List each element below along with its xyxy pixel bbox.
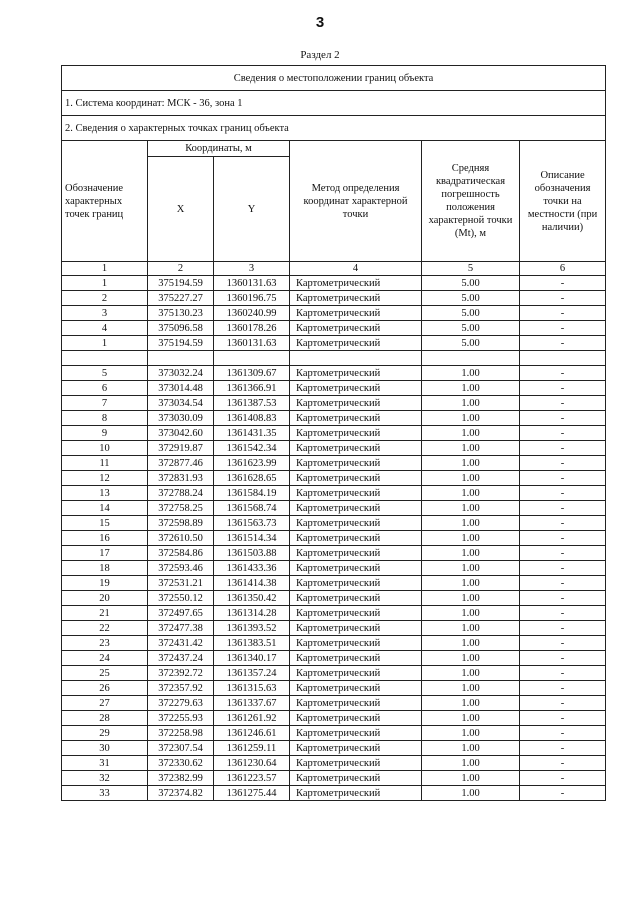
description: - — [520, 636, 606, 651]
accuracy-value: 1.00 — [422, 651, 520, 666]
boundary-table — [61, 65, 606, 801]
coord-x: 372258.98 — [148, 726, 214, 741]
coord-y: 1361366.91 — [214, 381, 290, 396]
description: - — [520, 696, 606, 711]
description: - — [520, 606, 606, 621]
empty-cell — [214, 351, 290, 366]
point-number: 25 — [62, 666, 148, 681]
table-row — [62, 531, 606, 546]
table-row — [62, 561, 606, 576]
header-description: Описание обозначения точки на местности (при наличии) — [520, 141, 606, 262]
description: - — [520, 291, 606, 306]
empty-cell — [520, 351, 606, 366]
description: - — [520, 321, 606, 336]
coord-x: 375227.27 — [148, 291, 214, 306]
point-number: 31 — [62, 756, 148, 771]
coord-x: 372598.89 — [148, 516, 214, 531]
point-number: 1 — [62, 276, 148, 291]
description: - — [520, 561, 606, 576]
coord-x: 372392.72 — [148, 666, 214, 681]
table-row — [62, 306, 606, 321]
section-label: Раздел 2 — [300, 49, 340, 61]
accuracy-value: 1.00 — [422, 681, 520, 696]
coord-y: 1360131.63 — [214, 276, 290, 291]
point-number: 12 — [62, 471, 148, 486]
accuracy-value: 1.00 — [422, 516, 520, 531]
method: Картометрический — [290, 651, 422, 666]
accuracy-value: 1.00 — [422, 771, 520, 786]
accuracy-value: 1.00 — [422, 636, 520, 651]
coord-y: 1361584.19 — [214, 486, 290, 501]
accuracy-value: 1.00 — [422, 696, 520, 711]
table-row — [62, 366, 606, 381]
point-number: 29 — [62, 726, 148, 741]
method: Картометрический — [290, 531, 422, 546]
description: - — [520, 666, 606, 681]
table-row — [62, 501, 606, 516]
coord-x: 372374.82 — [148, 786, 214, 801]
table-row — [62, 546, 606, 561]
table-row — [62, 426, 606, 441]
table-row — [62, 396, 606, 411]
coord-x: 372531.21 — [148, 576, 214, 591]
method: Картометрический — [290, 771, 422, 786]
description: - — [520, 276, 606, 291]
method: Картометрический — [290, 306, 422, 321]
description: - — [520, 786, 606, 801]
table-row — [62, 636, 606, 651]
accuracy-value: 1.00 — [422, 366, 520, 381]
coord-y: 1360196.75 — [214, 291, 290, 306]
empty-cell — [422, 351, 520, 366]
table-row — [62, 756, 606, 771]
point-number: 4 — [62, 321, 148, 336]
table-row — [62, 771, 606, 786]
point-number: 18 — [62, 561, 148, 576]
method: Картометрический — [290, 741, 422, 756]
table-row — [62, 621, 606, 636]
accuracy-value: 1.00 — [422, 621, 520, 636]
coord-y: 1361357.24 — [214, 666, 290, 681]
coord-y: 1361514.34 — [214, 531, 290, 546]
column-numbers-row — [62, 262, 606, 276]
point-number: 33 — [62, 786, 148, 801]
accuracy-value: 1.00 — [422, 396, 520, 411]
point-number: 19 — [62, 576, 148, 591]
coord-x: 372330.62 — [148, 756, 214, 771]
accuracy-value: 1.00 — [422, 741, 520, 756]
accuracy-value: 1.00 — [422, 756, 520, 771]
description: - — [520, 486, 606, 501]
description: - — [520, 501, 606, 516]
coord-x: 373034.54 — [148, 396, 214, 411]
point-number: 11 — [62, 456, 148, 471]
header-point-designation: Обозначение характерных точек границ — [62, 141, 148, 262]
method: Картометрический — [290, 441, 422, 456]
accuracy-value: 1.00 — [422, 441, 520, 456]
accuracy-value: 5.00 — [422, 291, 520, 306]
method: Картометрический — [290, 786, 422, 801]
method: Картометрический — [290, 621, 422, 636]
accuracy-value: 1.00 — [422, 546, 520, 561]
table-row — [62, 486, 606, 501]
description: - — [520, 576, 606, 591]
point-number: 6 — [62, 381, 148, 396]
method: Картометрический — [290, 681, 422, 696]
column-number: 6 — [520, 262, 606, 276]
accuracy-value: 5.00 — [422, 336, 520, 351]
description: - — [520, 396, 606, 411]
coord-x: 372357.92 — [148, 681, 214, 696]
description: - — [520, 456, 606, 471]
accuracy-value: 1.00 — [422, 666, 520, 681]
table-row — [62, 336, 606, 351]
header-x: X — [148, 157, 214, 262]
points-heading: 2. Сведения о характерных точках границ объекта — [62, 116, 606, 141]
coord-x: 372497.65 — [148, 606, 214, 621]
coord-y: 1361563.73 — [214, 516, 290, 531]
table-row — [62, 321, 606, 336]
accuracy-value: 1.00 — [422, 711, 520, 726]
point-number: 23 — [62, 636, 148, 651]
method: Картометрический — [290, 411, 422, 426]
table-row — [62, 606, 606, 621]
table-row — [62, 471, 606, 486]
coord-x: 372255.93 — [148, 711, 214, 726]
coord-y: 1361275.44 — [214, 786, 290, 801]
coord-x: 372431.42 — [148, 636, 214, 651]
coord-x: 372550.12 — [148, 591, 214, 606]
accuracy-value: 1.00 — [422, 561, 520, 576]
coord-y: 1361393.52 — [214, 621, 290, 636]
description: - — [520, 441, 606, 456]
method: Картометрический — [290, 426, 422, 441]
accuracy-value: 5.00 — [422, 321, 520, 336]
method: Картометрический — [290, 756, 422, 771]
accuracy-value: 5.00 — [422, 276, 520, 291]
coord-y: 1361230.64 — [214, 756, 290, 771]
description: - — [520, 366, 606, 381]
method: Картометрический — [290, 276, 422, 291]
column-number: 4 — [290, 262, 422, 276]
coord-x: 372758.25 — [148, 501, 214, 516]
coord-y: 1361503.88 — [214, 546, 290, 561]
coord-x: 372919.87 — [148, 441, 214, 456]
table-row — [62, 666, 606, 681]
method: Картометрический — [290, 456, 422, 471]
coord-x: 375194.59 — [148, 336, 214, 351]
coord-x: 372788.24 — [148, 486, 214, 501]
table-row — [62, 291, 606, 306]
coord-x: 372382.99 — [148, 771, 214, 786]
point-number: 16 — [62, 531, 148, 546]
point-number: 21 — [62, 606, 148, 621]
table-row — [62, 786, 606, 801]
point-number: 24 — [62, 651, 148, 666]
table-title: Сведения о местоположении границ объекта — [62, 66, 606, 91]
column-number: 5 — [422, 262, 520, 276]
coord-y: 1361309.67 — [214, 366, 290, 381]
method: Картометрический — [290, 321, 422, 336]
accuracy-value: 1.00 — [422, 591, 520, 606]
coord-y: 1361568.74 — [214, 501, 290, 516]
method: Картометрический — [290, 396, 422, 411]
coord-x: 375130.23 — [148, 306, 214, 321]
method: Картометрический — [290, 561, 422, 576]
accuracy-value: 1.00 — [422, 426, 520, 441]
coord-y: 1360240.99 — [214, 306, 290, 321]
method: Картометрический — [290, 381, 422, 396]
coord-y: 1361383.51 — [214, 636, 290, 651]
point-number: 17 — [62, 546, 148, 561]
description: - — [520, 516, 606, 531]
description: - — [520, 771, 606, 786]
method: Картометрический — [290, 501, 422, 516]
description: - — [520, 651, 606, 666]
method: Картометрический — [290, 666, 422, 681]
coord-x: 372307.54 — [148, 741, 214, 756]
coord-y: 1361623.99 — [214, 456, 290, 471]
coord-y: 1360178.26 — [214, 321, 290, 336]
coord-x: 375194.59 — [148, 276, 214, 291]
coord-x: 373014.48 — [148, 381, 214, 396]
coord-x: 372584.86 — [148, 546, 214, 561]
accuracy-value: 1.00 — [422, 606, 520, 621]
table-row — [62, 381, 606, 396]
point-number: 30 — [62, 741, 148, 756]
description: - — [520, 426, 606, 441]
coord-y: 1361542.34 — [214, 441, 290, 456]
point-number: 1 — [62, 336, 148, 351]
coord-y: 1361246.61 — [214, 726, 290, 741]
method: Картометрический — [290, 711, 422, 726]
point-number: 14 — [62, 501, 148, 516]
description: - — [520, 711, 606, 726]
coord-y: 1361337.67 — [214, 696, 290, 711]
table-row — [62, 591, 606, 606]
coord-x: 372610.50 — [148, 531, 214, 546]
coord-x: 372279.63 — [148, 696, 214, 711]
point-number: 3 — [62, 306, 148, 321]
table-row — [62, 726, 606, 741]
accuracy-value: 5.00 — [422, 306, 520, 321]
header-method: Метод определения координат характерной точки — [290, 141, 422, 262]
coord-y: 1361350.42 — [214, 591, 290, 606]
coordinate-system: 1. Система координат: МСК - 36, зона 1 — [62, 91, 606, 116]
description: - — [520, 336, 606, 351]
page-number: 3 — [315, 14, 325, 31]
method: Картометрический — [290, 636, 422, 651]
coord-x: 373032.24 — [148, 366, 214, 381]
accuracy-value: 1.00 — [422, 471, 520, 486]
table-row — [62, 711, 606, 726]
method: Картометрический — [290, 546, 422, 561]
coord-y: 1361315.63 — [214, 681, 290, 696]
accuracy-value: 1.00 — [422, 381, 520, 396]
point-number: 8 — [62, 411, 148, 426]
point-number: 20 — [62, 591, 148, 606]
point-number: 5 — [62, 366, 148, 381]
coord-x: 372437.24 — [148, 651, 214, 666]
accuracy-value: 1.00 — [422, 576, 520, 591]
accuracy-value: 1.00 — [422, 411, 520, 426]
accuracy-value: 1.00 — [422, 726, 520, 741]
table-row — [62, 741, 606, 756]
point-number: 13 — [62, 486, 148, 501]
coord-y: 1361387.53 — [214, 396, 290, 411]
method: Картометрический — [290, 486, 422, 501]
point-number: 9 — [62, 426, 148, 441]
column-number: 1 — [62, 262, 148, 276]
method: Картометрический — [290, 366, 422, 381]
description: - — [520, 756, 606, 771]
description: - — [520, 726, 606, 741]
method: Картометрический — [290, 471, 422, 486]
empty-cell — [62, 351, 148, 366]
table-row — [62, 441, 606, 456]
table-row — [62, 681, 606, 696]
coord-y: 1361408.83 — [214, 411, 290, 426]
method: Картометрический — [290, 576, 422, 591]
description: - — [520, 681, 606, 696]
method: Картометрический — [290, 591, 422, 606]
header-coordinates: Координаты, м — [148, 141, 290, 157]
accuracy-value: 1.00 — [422, 456, 520, 471]
coord-y: 1361433.36 — [214, 561, 290, 576]
header-accuracy: Средняя квадратическая погрешность положения характерной точки (Mt), м — [422, 141, 520, 262]
accuracy-value: 1.00 — [422, 531, 520, 546]
description: - — [520, 591, 606, 606]
method: Картометрический — [290, 696, 422, 711]
point-number: 7 — [62, 396, 148, 411]
point-number: 2 — [62, 291, 148, 306]
empty-cell — [290, 351, 422, 366]
coord-y: 1361628.65 — [214, 471, 290, 486]
point-number: 32 — [62, 771, 148, 786]
description: - — [520, 411, 606, 426]
table-row — [62, 696, 606, 711]
coord-y: 1361314.28 — [214, 606, 290, 621]
coord-y: 1361414.38 — [214, 576, 290, 591]
accuracy-value: 1.00 — [422, 501, 520, 516]
coord-y: 1360131.63 — [214, 336, 290, 351]
point-number: 22 — [62, 621, 148, 636]
description: - — [520, 381, 606, 396]
method: Картометрический — [290, 336, 422, 351]
coord-x: 372593.46 — [148, 561, 214, 576]
column-number: 3 — [214, 262, 290, 276]
table-row — [62, 576, 606, 591]
coord-x: 372831.93 — [148, 471, 214, 486]
method: Картометрический — [290, 291, 422, 306]
accuracy-value: 1.00 — [422, 486, 520, 501]
coord-y: 1361259.11 — [214, 741, 290, 756]
table-row — [62, 516, 606, 531]
point-number: 27 — [62, 696, 148, 711]
method: Картометрический — [290, 726, 422, 741]
coord-y: 1361261.92 — [214, 711, 290, 726]
header-y: Y — [214, 157, 290, 262]
description: - — [520, 531, 606, 546]
coord-x: 375096.58 — [148, 321, 214, 336]
table-row — [62, 651, 606, 666]
description: - — [520, 546, 606, 561]
point-number: 10 — [62, 441, 148, 456]
coord-x: 373030.09 — [148, 411, 214, 426]
table-row — [62, 276, 606, 291]
empty-cell — [148, 351, 214, 366]
column-number: 2 — [148, 262, 214, 276]
description: - — [520, 741, 606, 756]
description: - — [520, 306, 606, 321]
point-number: 28 — [62, 711, 148, 726]
coord-y: 1361223.57 — [214, 771, 290, 786]
accuracy-value: 1.00 — [422, 786, 520, 801]
table-row — [62, 456, 606, 471]
point-number: 26 — [62, 681, 148, 696]
coord-x: 372877.46 — [148, 456, 214, 471]
method: Картометрический — [290, 516, 422, 531]
coord-x: 373042.60 — [148, 426, 214, 441]
coord-x: 372477.38 — [148, 621, 214, 636]
coord-y: 1361431.35 — [214, 426, 290, 441]
point-number: 15 — [62, 516, 148, 531]
description: - — [520, 471, 606, 486]
description: - — [520, 621, 606, 636]
separator-row — [62, 351, 606, 366]
method: Картометрический — [290, 606, 422, 621]
coord-y: 1361340.17 — [214, 651, 290, 666]
table-row — [62, 411, 606, 426]
